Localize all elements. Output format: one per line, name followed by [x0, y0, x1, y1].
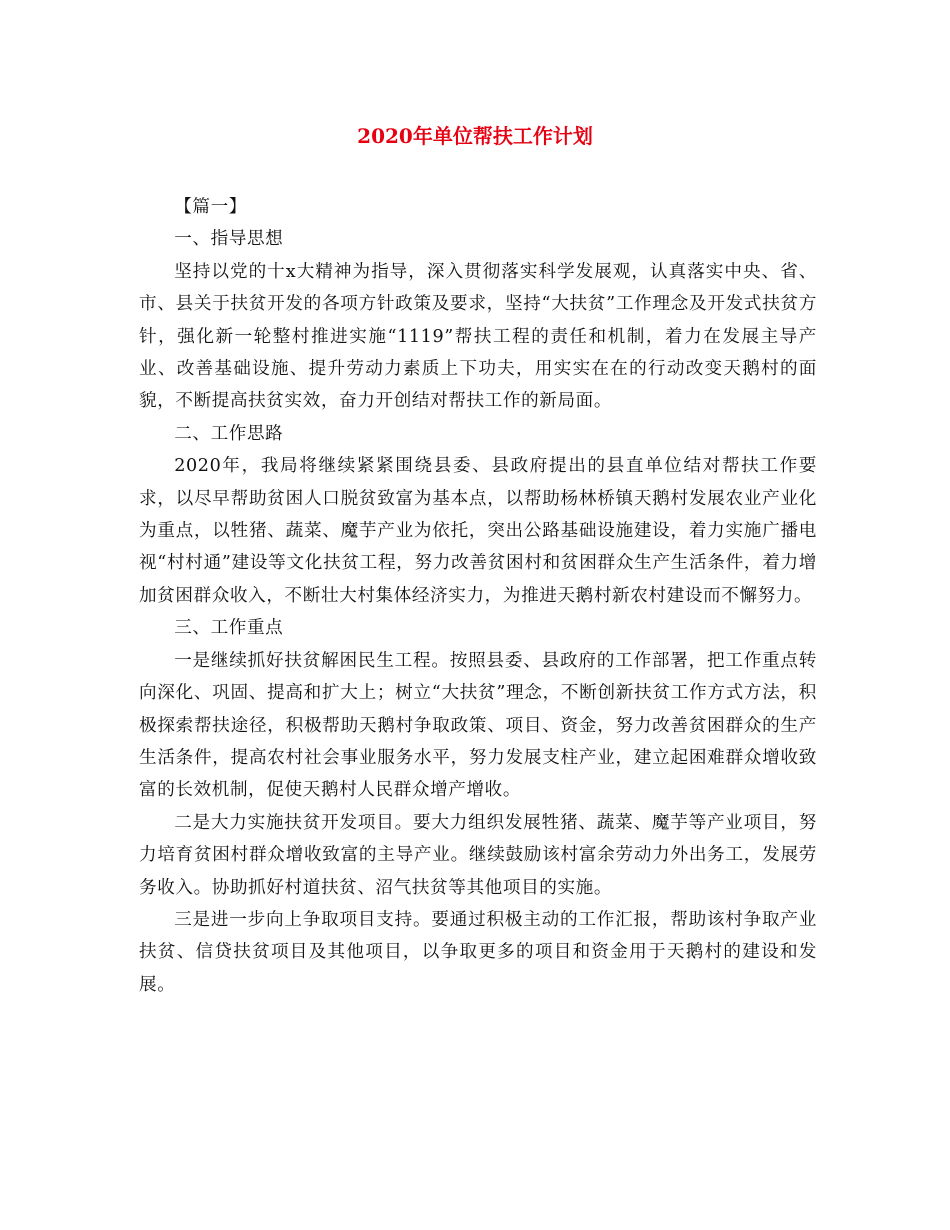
paragraph-guiding-ideology: 坚持以党的十x大精神为指导，深入贯彻落实科学发展观，认真落实中央、省、市、县关于扶贫开发的各项方针政策及要求，坚持“大扶贫”工作理念及开发式扶贫方针，强化新一轮整村推进实施“1119”帮扶工程的责任和机制，着力在发展主导产业、改善基础设施、提升劳动力素质上下功夫，用实实在在的行动改变天鹅村的面貌，不断提高扶贫实效，奋力开创结对帮扶工作的新局面。: [139, 261, 817, 412]
paragraph-priority-one: 一是继续抓好扶贫解困民生工程。按照县委、县政府的工作部署，把工作重点转向深化、巩固、提高和扩大上；树立“大扶贫”理念，不断创新扶贫工作方式方法，积极探索帮扶途径，积极帮助天鹅村争取政策、项目、资金，努力改善贫困群众的生产生活条件，提高农村社会事业服务水平，努力发展支柱产业，建立起困难群众增收致富的长效机制，促使天鹅村人民群众增产增收。: [139, 650, 817, 801]
document-title: 2020年单位帮扶工作计划: [357, 124, 593, 148]
heading-work-priorities: 三、工作重点: [174, 618, 284, 639]
paragraph-work-approach: 2020年，我局将继续紧紧围绕县委、县政府提出的县直单位结对帮扶工作要求，以尽早帮助贫困人口脱贫致富为基本点，以帮助杨林桥镇天鹅村发展农业产业化为重点，以牲猪、蔬菜、魔芋产业为依托，突出公路基础设施建设，着力实施广播电视“村村通”建设等文化扶贫工程，努力改善贫困村和贫困群众生产生活条件，着力增加贫困群众收入，不断壮大村集体经济实力，为推进天鹅村新农村建设而不懈努力。: [139, 456, 817, 606]
section-heading-part-one: 【篇一】: [174, 197, 247, 217]
paragraph-priority-two: 二是大力实施扶贫开发项目。要大力组织发展牲猪、蔬菜、魔芋等产业项目，努力培育贫困村群众增收致富的主导产业。继续鼓励该村富余劳动力外出务工，发展劳务收入。协助抓好村道扶贫、沼气扶贫等其他项目的实施。: [139, 812, 817, 898]
paragraph-priority-three: 三是进一步向上争取项目支持。要通过积极主动的工作汇报，帮助该村争取产业扶贫、信贷扶贫项目及其他项目，以争取更多的项目和资金用于天鹅村的建设和发展。: [139, 909, 817, 995]
heading-work-approach: 二、工作思路: [174, 423, 284, 444]
heading-guiding-ideology: 一、指导思想: [174, 229, 284, 250]
document-body: [139, 191, 817, 1001]
